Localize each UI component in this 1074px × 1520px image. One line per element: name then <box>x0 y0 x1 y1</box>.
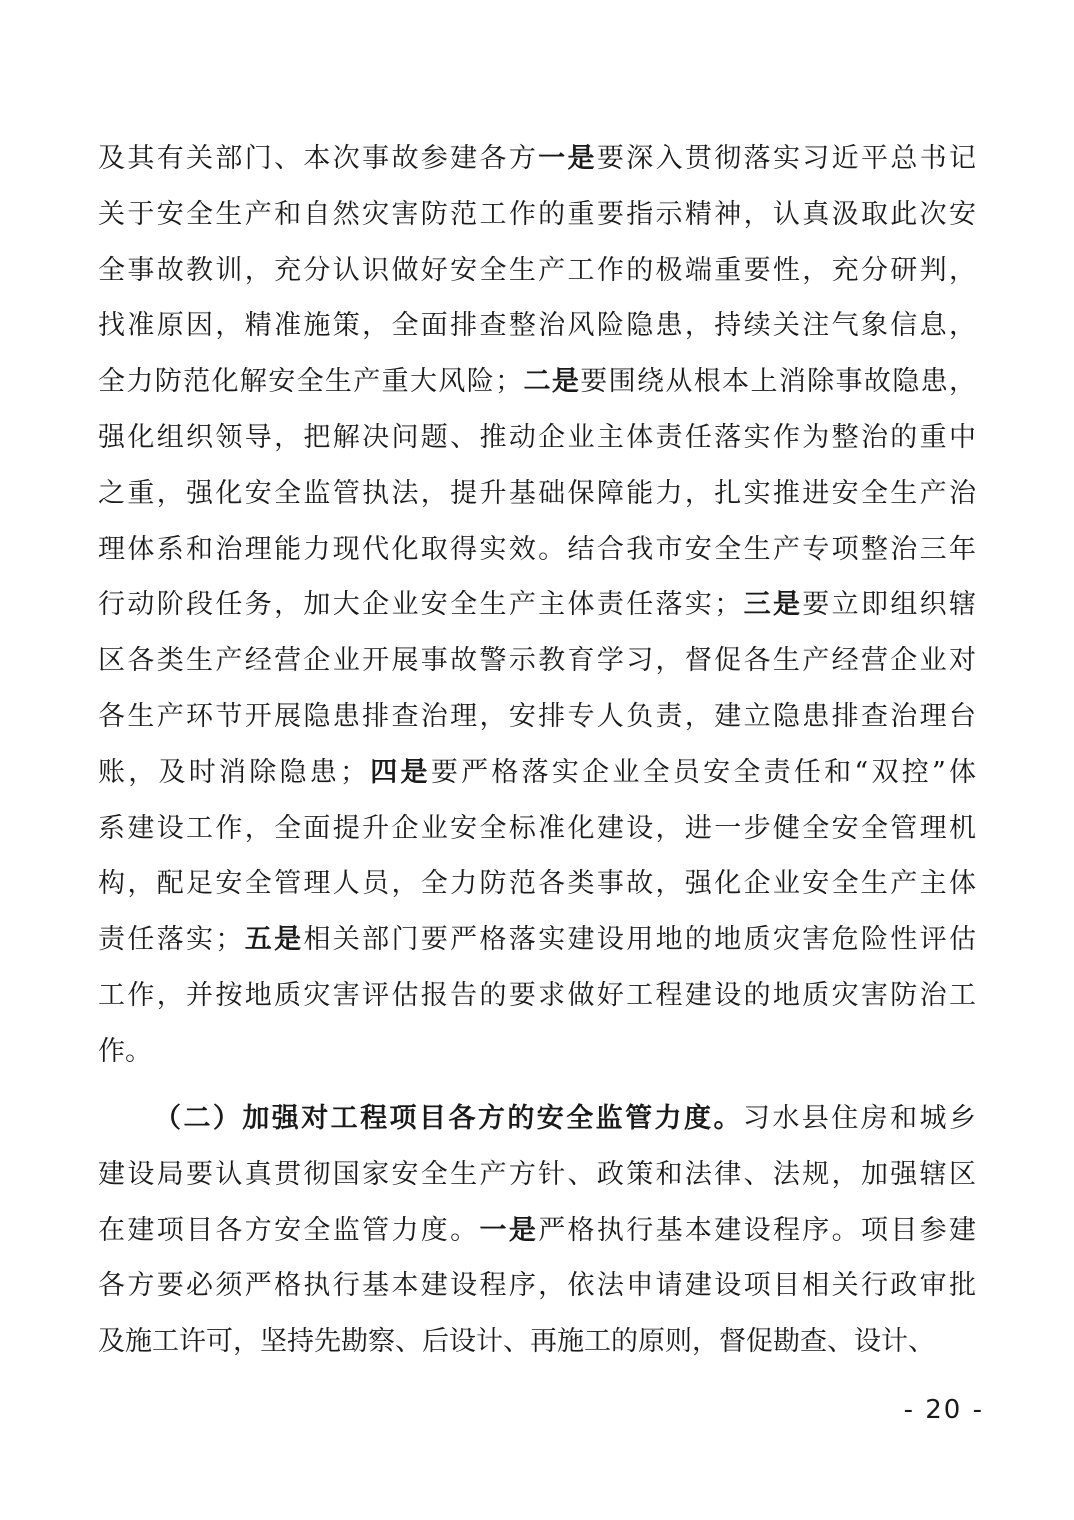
body-text: 全事故教训，充分认识做好安全生产工作的极端重要性，充分研判， <box>98 254 976 286</box>
text-line <box>98 187 976 243</box>
text-line <box>98 1024 976 1080</box>
body-text: 要严格落实企业全员安全责任和“双控”体 <box>430 756 977 788</box>
text-line <box>98 522 976 578</box>
body-text: 找准原因，精准施策，全面排查整治风险隐患，持续关注气象信息， <box>98 310 976 342</box>
text-line <box>98 298 976 354</box>
body-text: 账，及时消除隐患； <box>98 756 368 788</box>
body-text: 及其有关部门、本次事故参建各方 <box>98 143 539 174</box>
text-line <box>98 466 976 522</box>
body-text: 建设局要认真贯彻国家安全生产方针、政策和法律、法规，加强辖区 <box>98 1158 976 1190</box>
body-text: 及施工许可，坚持先勘察、后设计、再施工的原则，督促勘查、设计、 <box>98 1326 935 1358</box>
body-text: 理体系和治理能力现代化取得实效。结合我市安全生产专项整治三年 <box>98 533 976 565</box>
bold-text: 三是 <box>741 589 803 621</box>
body-text: 各方要必须严格执行基本建设程序，依法申请建设项目相关行政审批 <box>98 1270 976 1302</box>
body-text: 严格执行基本建设程序。项目参建 <box>538 1214 977 1246</box>
text-line <box>98 912 976 968</box>
body-text: 强化组织领导，把解决问题、推动企业主体责任落实作为整治的重中 <box>98 421 976 453</box>
text-line <box>98 410 976 466</box>
text-line <box>98 1314 976 1370</box>
text-line <box>98 745 976 801</box>
text-line <box>98 131 976 187</box>
text-line <box>98 801 976 857</box>
bold-text: 四是 <box>367 756 431 788</box>
bold-text: （二）加强对工程项目各方的安全监管力度。 <box>154 1103 743 1134</box>
body-text: 构，配足安全管理人员，全力防范各类事故，强化企业安全生产主体 <box>98 868 976 900</box>
text-line <box>98 1147 976 1203</box>
text-line <box>98 1258 976 1314</box>
text-line <box>98 856 976 912</box>
text-line <box>98 1091 976 1147</box>
text-line <box>98 243 976 299</box>
text-line <box>98 354 976 410</box>
text-line <box>98 577 976 633</box>
body-text: 工作，并按地质灾害评估报告的要求做好工程建设的地质灾害防治工 <box>98 979 976 1011</box>
body-text: 行动阶段任务，加大企业安全生产主体责任落实； <box>98 589 742 621</box>
text-line <box>98 633 976 689</box>
body-text: 习水县住房和城乡 <box>742 1103 977 1134</box>
bold-text: 二是 <box>522 366 581 398</box>
body-text: 相关部门要严格落实建设用地的地质灾害危险性评估 <box>303 924 977 956</box>
body-text: 关于安全生产和自然灾害防范工作的重要指示精神，认真汲取此次安 <box>98 198 976 230</box>
bold-text: 一是 <box>538 143 597 174</box>
body-text: 要围绕从根本上消除事故隐患， <box>580 366 977 398</box>
body-text: 要立即组织辖 <box>802 589 977 621</box>
text-line <box>98 689 976 745</box>
paragraph-1 <box>98 131 976 1080</box>
text-line <box>98 1203 976 1259</box>
text-line <box>98 968 976 1024</box>
paragraph-2 <box>98 1091 976 1370</box>
body-text: 区各类生产经营企业开展事故警示教育学习，督促各生产经营企业对 <box>98 645 976 677</box>
body-text: 在建项目各方安全监管力度。 <box>98 1214 480 1246</box>
body-text: 系建设工作，全面提升企业安全标准化建设，进一步健全安全管理机 <box>98 812 976 844</box>
bold-text: 五是 <box>242 924 304 956</box>
body-text: 要深入贯彻落实习近平总书记 <box>596 143 977 174</box>
page-number: - 20 - <box>903 1395 984 1425</box>
body-text: 全力防范化解安全生产重大风险； <box>98 366 523 398</box>
bold-text: 一是 <box>479 1214 539 1246</box>
body-text: 各生产环节开展隐患排查治理，安排专人负责，建立隐患排查治理台 <box>98 700 976 732</box>
body-text: 责任落实； <box>98 924 243 956</box>
body-text: 之重，强化安全监管执法，提升基础保障能力，扎实推进安全生产治 <box>98 477 976 509</box>
body-text: 作。 <box>98 1035 152 1067</box>
